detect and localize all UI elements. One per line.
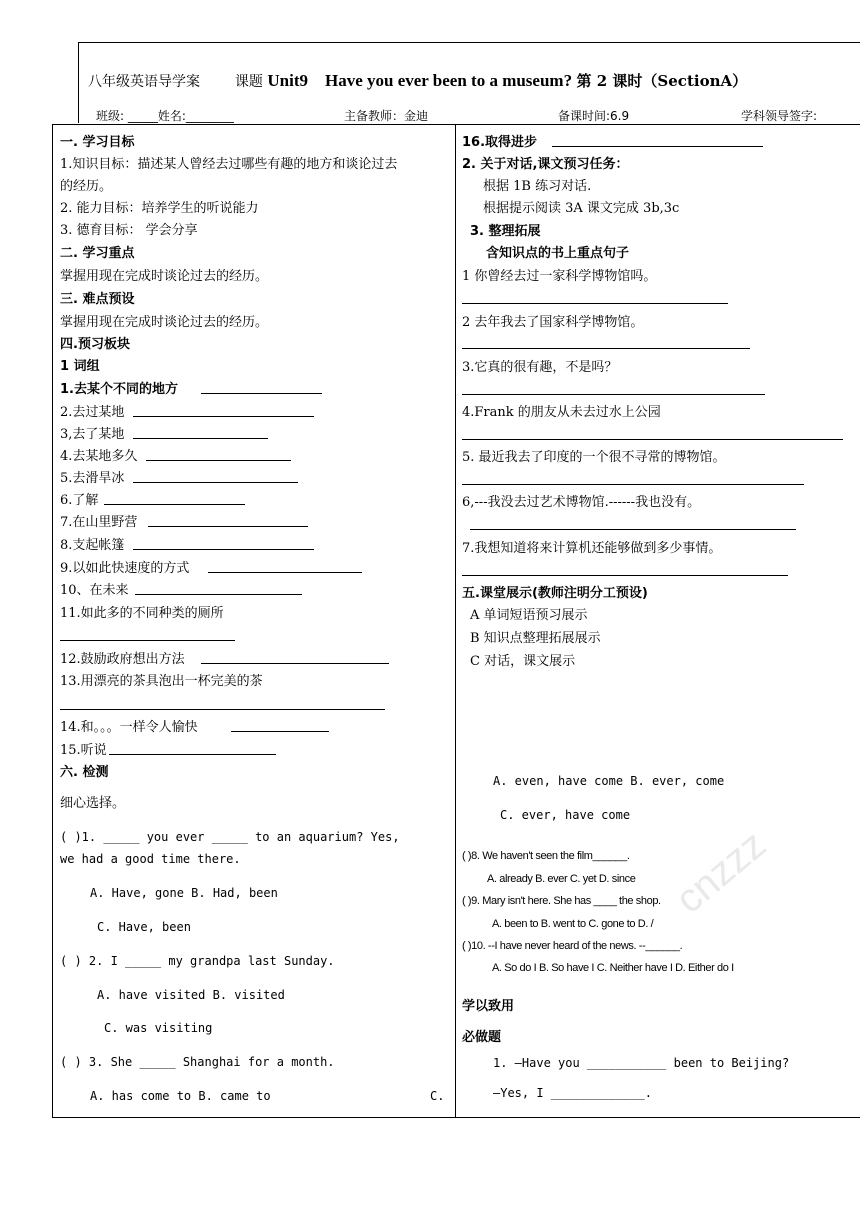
topic-title: Unit9 Have you ever been to a museum? bbox=[267, 71, 573, 90]
phrase-11: 11.如此多的不同种类的厕所 bbox=[60, 606, 224, 621]
doc-name: 八年级英语导学案 bbox=[88, 74, 200, 90]
sentence-2: 2 去年我去了国家科学博物馆。 bbox=[462, 315, 644, 330]
item-16: 16.取得进步 bbox=[462, 135, 538, 150]
section-preview-title: 四.预习板块 bbox=[60, 337, 130, 352]
phrase-5: 5.去滑旱冰 bbox=[60, 471, 125, 486]
sentence-3-blank[interactable] bbox=[462, 394, 765, 395]
teacher-label: 主备教师：金迪 bbox=[344, 109, 429, 123]
phrase-8-blank[interactable] bbox=[133, 549, 314, 550]
question-3: ( ) 3. She _____ Shanghai for a month. bbox=[60, 1055, 335, 1069]
phrase-10-blank[interactable] bbox=[135, 594, 302, 595]
question-10: ( )10. --I have never heard of the news. --______. bbox=[462, 940, 683, 952]
objective-1-cont: 的经历。 bbox=[60, 179, 113, 194]
key-sentences-subtitle: 含知识点的书上重点句子 bbox=[486, 246, 630, 261]
phrase-8: 8.支起帐篷 bbox=[60, 538, 125, 553]
question-2: ( ) 2. I _____ my grandpa last Sunday. bbox=[60, 954, 335, 968]
sentence-5: 5. 最近我去了印度的一个很不寻常的博物馆。 bbox=[462, 450, 726, 465]
phrase-3: 3,去了某地 bbox=[60, 427, 125, 442]
phrase-6-blank[interactable] bbox=[104, 504, 245, 505]
phrase-1-blank[interactable] bbox=[201, 393, 322, 394]
objective-3: 3. 德育目标： 学会分享 bbox=[60, 223, 198, 238]
question-3-options: A. has come to B. came to bbox=[90, 1089, 271, 1103]
question-2-option-c: C. was visiting bbox=[104, 1021, 213, 1035]
prep-time-label: 备课时间:6.9 bbox=[558, 109, 630, 123]
phrase-1: 1.去某个不同的地方 bbox=[60, 382, 178, 397]
item-16-blank[interactable] bbox=[552, 146, 763, 147]
focus-text: 掌握用现在完成时谈论过去的经历。 bbox=[60, 269, 269, 284]
phrase-15: 15.听说 bbox=[60, 743, 107, 758]
question-8-options: A. already B. ever C. yet D. since bbox=[487, 873, 636, 885]
sentence-1: 1 你曾经去过一家科学博物馆吗。 bbox=[462, 269, 657, 284]
section-dialog-title: 2. 关于对话,课文预习任务： bbox=[462, 157, 629, 172]
watermark: cnzzz bbox=[667, 822, 775, 922]
display-item-a: A 单词短语预习展示 bbox=[470, 608, 588, 623]
phrase-7-blank[interactable] bbox=[148, 526, 308, 527]
test-instruction: 细心选择。 bbox=[60, 796, 126, 811]
phrase-10: 10、在未来 bbox=[60, 583, 129, 598]
phrase-15-blank[interactable] bbox=[109, 754, 276, 755]
required-question-1: 1. —Have you ___________ been to Beijing? bbox=[493, 1056, 790, 1070]
section-test-title: 六. 检测 bbox=[60, 765, 109, 780]
question-9: ( )9. Mary isn't here. She has ____ the shop. bbox=[462, 895, 661, 907]
objective-2: 2. 能力目标：培养学生的听说能力 bbox=[60, 201, 259, 216]
section-expand-title: 3. 整理拓展 bbox=[470, 224, 541, 239]
section-objectives-title: 一. 学习目标 bbox=[60, 135, 135, 150]
question-1: ( )1. _____ you ever _____ to an aquarium? Yes, bbox=[60, 830, 400, 844]
section-focus-title: 二. 学习重点 bbox=[60, 246, 135, 261]
display-item-c: C 对话，课文展示 bbox=[470, 654, 576, 669]
sentence-1-blank[interactable] bbox=[462, 303, 728, 304]
sentence-2-blank[interactable] bbox=[462, 348, 750, 349]
lesson-label: 第 2 课时（SectionA） bbox=[576, 72, 748, 90]
sentence-7: 7.我想知道将来计算机还能够做到多少事情。 bbox=[462, 541, 722, 556]
question-3-option-c: C. bbox=[430, 1089, 445, 1103]
question-1-cont: we had a good time there. bbox=[60, 852, 241, 866]
phrase-13: 13.用漂亮的茶具泡出一杯完美的茶 bbox=[60, 674, 263, 689]
section-display-title: 五.课堂展示(教师注明分工预设) bbox=[462, 586, 648, 601]
sentence-4: 4.Frank 的朋友从未去过水上公园 bbox=[462, 405, 661, 420]
document-title bbox=[88, 66, 747, 91]
phrase-2-blank[interactable] bbox=[133, 416, 314, 417]
sentence-3: 3.它真的很有趣，不是吗？ bbox=[462, 360, 618, 375]
phrase-7: 7.在山里野营 bbox=[60, 515, 138, 530]
required-title: 必做题 bbox=[462, 1030, 502, 1045]
question-1-options: A. Have, gone B. Had, been bbox=[90, 886, 278, 900]
phrase-5-blank[interactable] bbox=[133, 482, 298, 483]
apply-title: 学以致用 bbox=[462, 999, 515, 1014]
phrase-11-blank[interactable] bbox=[60, 640, 235, 641]
question-10-options: A. So do I B. So have I C. Neither have I D. Either do I bbox=[492, 962, 734, 974]
question-2-options: A. have visited B. visited bbox=[97, 988, 285, 1002]
phrase-6: 6.了解 bbox=[60, 493, 99, 508]
column-divider bbox=[455, 124, 456, 1118]
question-1-option-c: C. Have, been bbox=[97, 920, 191, 934]
required-question-1-answer: —Yes, I _____________. bbox=[493, 1086, 652, 1100]
leader-signature-label: 学科领导签字: bbox=[741, 109, 818, 123]
phrases-subtitle: 1 词组 bbox=[60, 359, 100, 374]
question-9-options: A. been to B. went to C. gone to D. / bbox=[492, 918, 654, 930]
question-3-options-cont: A. even, have come B. ever, come bbox=[493, 774, 725, 788]
phrase-3-blank[interactable] bbox=[133, 438, 268, 439]
phrase-2: 2.去过某地 bbox=[60, 405, 125, 420]
phrase-12-blank[interactable] bbox=[201, 663, 389, 664]
sentence-7-blank[interactable] bbox=[462, 575, 788, 576]
phrase-4: 4.去某地多久 bbox=[60, 449, 138, 464]
phrase-9-blank[interactable] bbox=[208, 572, 362, 573]
dialog-task-2: 根据提示阅读 3A 课文完成 3b,3c bbox=[483, 201, 680, 216]
sentence-4-blank[interactable] bbox=[462, 439, 843, 440]
phrase-14: 14.和。。。一样令人愉快 bbox=[60, 720, 198, 735]
display-item-b: B 知识点整理拓展展示 bbox=[470, 631, 601, 646]
phrase-9: 9.以如此快速度的方式 bbox=[60, 561, 190, 576]
sentence-6: 6,---我没去过艺术博物馆.------我也没有。 bbox=[462, 495, 701, 510]
phrase-12: 12.鼓励政府想出方法 bbox=[60, 652, 185, 667]
question-8: ( )8. We haven't seen the film______. bbox=[462, 850, 630, 862]
phrase-14-blank[interactable] bbox=[231, 731, 329, 732]
question-3-option-c-cont: C. ever, have come bbox=[500, 808, 631, 822]
phrase-13-blank[interactable] bbox=[60, 709, 385, 710]
difficulty-text: 掌握用现在完成时谈论过去的经历。 bbox=[60, 315, 269, 330]
class-name-field: 班级: _____姓名:________ bbox=[96, 109, 234, 123]
objective-1: 1.知识目标：描述某人曾经去过哪些有趣的地方和谈论过去 bbox=[60, 157, 398, 172]
phrase-4-blank[interactable] bbox=[146, 460, 291, 461]
dialog-task-1: 根据 1B 练习对话. bbox=[483, 179, 592, 194]
sentence-6-blank[interactable] bbox=[470, 529, 796, 530]
topic-label: 课题 bbox=[234, 74, 263, 90]
section-difficulty-title: 三. 难点预设 bbox=[60, 292, 135, 307]
sentence-5-blank[interactable] bbox=[462, 484, 804, 485]
